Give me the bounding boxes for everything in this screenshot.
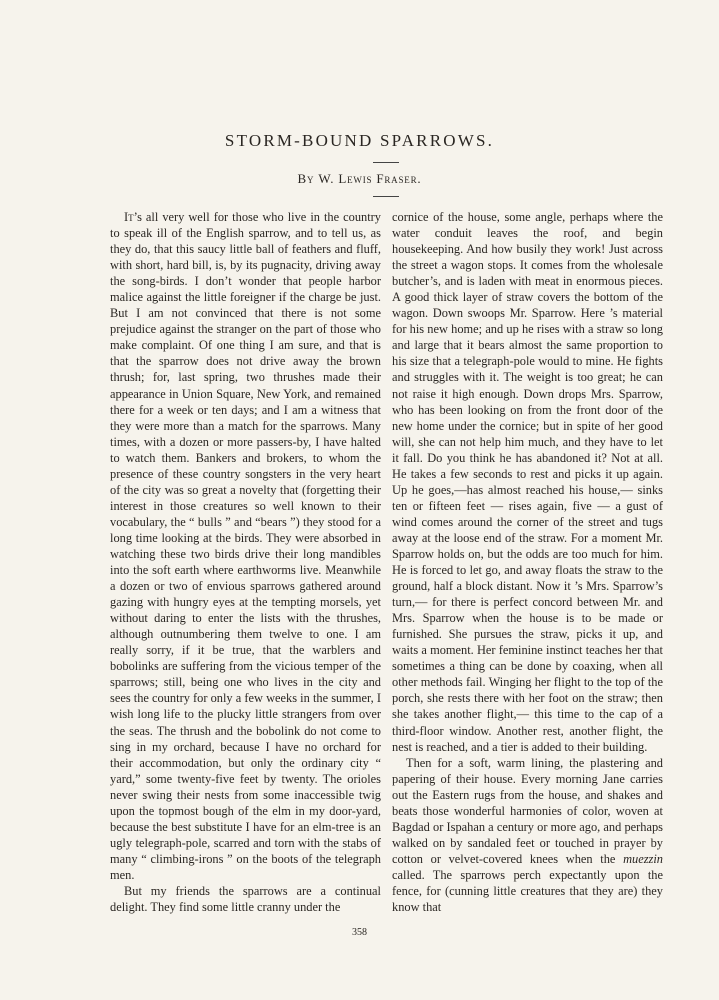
paragraph-text: ’s all very well for those who live in the country to speak ill of the English sparrow, and to tell us, as they do, that this saucy little ball of feathers and fluff, with short, hard bill, is, by its pugnacity, driving away the song-birds. I don’t wonder that people harbor malice against the little foreigner if the charge be just. But I am not convinced that there is not some prejudice against the stranger on the part of those who make complaint. Of one thing I am sure, and that is that the sparrow does not drive away the brown thrush; for, last spring, two thrushes made their appearance in Union Square, New York, and remained there for a week or ten days; and I am a witness that they were more than a match for the sparrows. Many times, with a dozen or more passers-by, I have halted to watch them. Bankers and brokers, to whom the presence of these country songsters in the very heart of the city was so great a novelty that (forgetting their interest in those creatures so well known to their vocabulary, the “ bulls ” and “bears ”) they stood for a long time looking at the birds. They were absorbed in watching these two birds drive their long mandibles into the soft earth where earthworms live. Meanwhile a dozen or two of envious sparrows gathered around gazing with hungry eyes at the tempting morsels, yet without daring to enter the lists with the thrushes, although outnumbering them twelve to one. I am really sorry, if it be true, that the warblers and bobolinks are suffering from the vicious temper of the sparrows; still, being one who lives in the city and sees the country for only a few weeks in the summer, I wish long life to the plucky little strangers from over the seas. The thrush and the bobolink do not come to sing in my orchard, because I have no orchard for their accommodation, but only the ordinary city “ yard,” some twenty-five feet by twenty. The orioles never swing their nests from some inaccessible twig upon the topmost bough of the elm in my door-yard, because the best substitute I have for an elm-tree is an ugly telegraph-pole, scarred and torn with the stabs of many “ climbing-irons ” on the boots of the telegraph men.	[110, 210, 381, 882]
left-column	[110, 209, 381, 915]
byline-rule	[373, 196, 399, 197]
article-title: STORM-BOUND SPARROWS.	[224, 131, 495, 150]
byline-author: W. Lewis Fraser.	[318, 171, 422, 186]
right-column	[392, 209, 663, 915]
byline	[0, 171, 719, 187]
paragraph: But my friends the sparrows are a continual delight. They find some little cranny under the	[110, 883, 381, 915]
paragraph-text: called. The sparrows perch expectantly upon the fence, for (cunning little creatures that they are) they know that	[392, 867, 663, 915]
italic-word: muezzin	[623, 851, 663, 866]
paragraph-text: Then for a soft, warm lining, the plastering and papering of their house. Every morning Jane carries out the Eastern rugs from the house, and shakes and beats those wonderful harmonies of color, woven at Bagdad or Ispahan a century or more ago, and perhaps walked on by sandaled feet or touched in prayer by cotton or velvet-covered knees when the	[392, 755, 663, 866]
paragraph	[392, 755, 663, 915]
title-rule	[373, 162, 399, 163]
byline-by: By	[297, 171, 315, 186]
lead-in: It	[124, 210, 134, 224]
paragraph: cornice of the house, some angle, perhaps where the water conduit leaves the roof, and begin housekeeping. And how busily they work! Just across the street a wagon stops. It comes from the wholesale butcher’s, and is laden with meat in enormous pieces. A good thick layer of straw covers the bottom of the wagon. Down swoops Mr. Sparrow. Here ’s material for his new home; and up he rises with a straw so long and large that it bears almost the same proportion to his size that a telegraph-pole would to mine. He fights and struggles with it. The weight is too great; he can not raise it high enough. Down drops Mrs. Sparrow, who has been looking on from the front door of the new home under the cornice; but in spite of her good will, she can not help him much, and they have to let it fall. Do you think he has abandoned it? Not at all. He takes a few seconds to rest and picks it up again. Up he goes,—has almost reached his house,— sinks ten or fifteen feet — rises again, five — a gust of wind comes around the corner of the street and tugs away at the loose end of the straw. For a moment Mr. Sparrow holds on, but the odds are too much for him. He is forced to let go, and away floats the straw to the ground, half a block distant. Now it ’s Mrs. Sparrow’s turn,— for there is perfect concord between Mr. and Mrs. Sparrow when the house is to be made or furnished. She pursues the straw, picks it up, and waits a moment. Her feminine instinct teaches her that sometimes a thing can be done by coaxing, when all other methods fail. Winging her flight to the top of the porch, she rests there with her foot on the straw; then she takes another flight,— this time to the cap of a third-floor window. Another rest, another flight, the nest is reached, and a tier is added to their building.	[392, 210, 663, 754]
page-number: 358	[352, 927, 367, 938]
paragraph	[110, 209, 381, 883]
